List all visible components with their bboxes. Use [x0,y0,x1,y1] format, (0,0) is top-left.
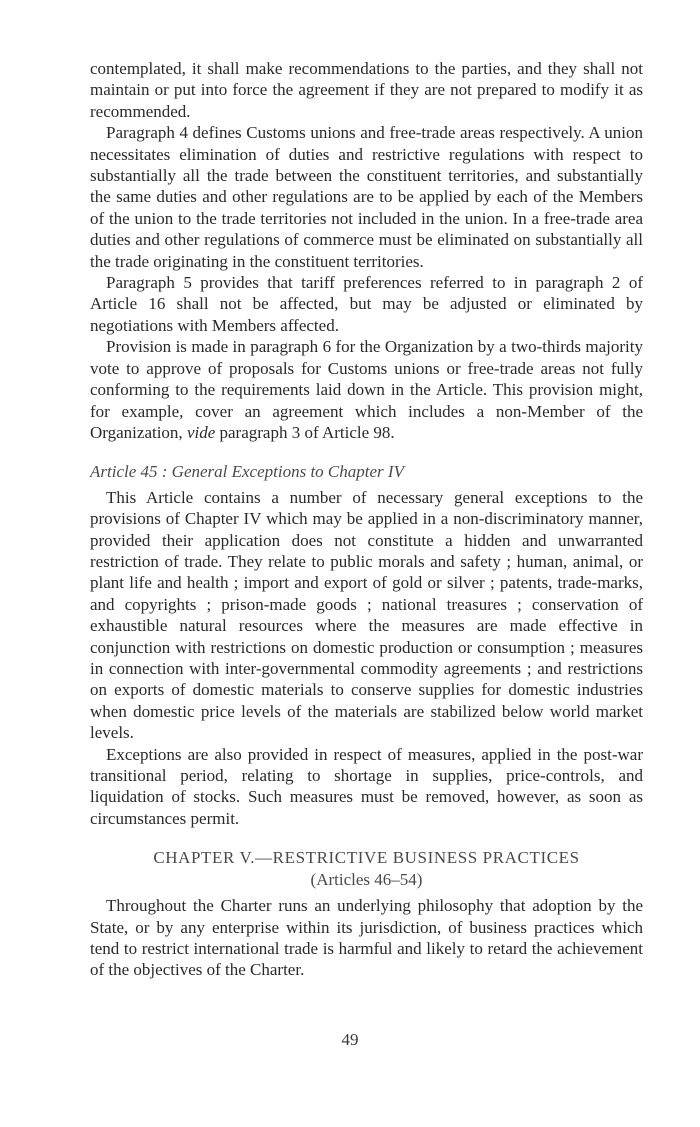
page-number: 49 [341,1030,359,1049]
paragraph-tariff-preferences: Paragraph 5 provides that tariff preferences referred to in paragraph 2 of Article 16 shall not be affected, but may be adjusted or eliminated by negotiations with Members affected. [90,273,643,335]
paragraph-two-thirds-vote-text: Provision is made in paragraph 6 for the Organization by a two-thirds majority vote to approve of proposals for Customs unions or free-trade areas not fully conforming to the requirements laid down in the Article. This provision might, for example, cover an agreement which includes a non-Member of the Organization, [90,337,643,442]
document-page [90,58,643,981]
paragraph-two-thirds-vote [90,336,643,443]
paragraph-customs-unions: Paragraph 4 defines Customs unions and free-trade areas respectively. A union necessitates elimination of duties and restrictive regulations with respect to substantially all the trade between the constituent territories, and substantially the same duties and other regulations are to be applied by each of the Members of the union to the trade territories not included in the union. In a free-trade area duties and other regulations of commerce must be eliminated on substantially all the trade originating in the constituent territories. [90,123,643,271]
chapter-v-title: CHAPTER V.—RESTRICTIVE BUSINESS PRACTICES [153,848,580,868]
paragraph-general-exceptions: This Article contains a number of necessary general exceptions to the provisions of Chapter IV which may be applied in a non-discriminatory manner, provided their application does not constitute a hidden and unwarranted restriction of trade. They relate to public morals and safety ; human, animal, or plant life and health ; import and export of gold or silver ; patents, trade-marks, and copyrights ; prison-made goods ; national treasures ; conservation of exhaustible natural resources where the measures are made effective in conjunction with restrictions on domestic production or consumption ; measures in connection with inter-governmental commodity agreements ; and restrictions on exports of domestic materials to conserve supplies for domestic industries when domestic price levels of the materials are stabilized below world market levels. [90,487,643,743]
paragraph-two-thirds-vote-ref: paragraph 3 of Article 98. [215,422,395,442]
paragraph-post-war-exceptions: Exceptions are also provided in respect of measures, applied in the post-war transitional period, relating to shortage in supplies, price-controls, and liquidation of stocks. Such measures must be removed, however, as soon as circumstances permit. [90,744,643,828]
article-45-heading: Article 45 : General Exceptions to Chapter IV [90,462,404,482]
paragraph-continuation: contemplated, it shall make recommendations to the parties, and they shall not maintain or put into force the agreement if they are not prepared to modify it as recommended. [90,59,643,121]
paragraph-charter-philosophy: Throughout the Charter runs an underlying philosophy that adoption by the State, or by any enterprise within its jurisdiction, of business practices which tend to restrict international trade is harmful and likely to retard the achievement of the objectives of the Charter. [90,896,643,980]
vide-term: vide [186,422,216,442]
chapter-v-articles: (Articles 46–54) [310,870,423,890]
